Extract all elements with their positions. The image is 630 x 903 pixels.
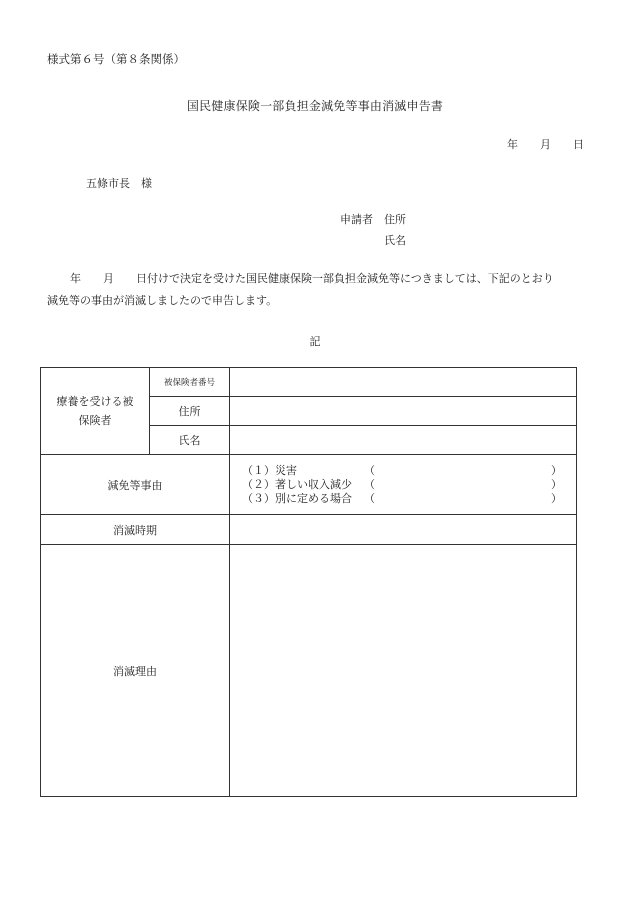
body-text-line-1: 年 月 日付けで決定を受けた国民健康保険一部負担金減免等につきましては、下記のとおり <box>70 272 554 285</box>
applicant-name-label: 氏名 <box>384 234 406 247</box>
address-label: 住所 <box>150 397 230 426</box>
ki-heading: 記 <box>309 335 321 348</box>
applicant-address-label: 申請者 住所 <box>340 213 406 226</box>
lapse-reason-field[interactable] <box>230 545 577 797</box>
lapse-reason-label: 消滅理由 <box>41 545 230 797</box>
option-disaster[interactable]: （１）災害 （ ） <box>242 463 562 477</box>
form-number: 様式第６号（第８条関係） <box>47 52 185 66</box>
addressee: 五條市長 様 <box>86 177 152 190</box>
insured-number-field[interactable] <box>230 368 577 397</box>
insured-number-label: 被保険者番号 <box>150 368 230 397</box>
month-label: 月 <box>540 138 551 151</box>
option-income-decrease[interactable]: （２）著しい収入減少 （ ） <box>242 477 562 491</box>
year-label: 年 <box>507 138 518 151</box>
reduction-reason-options <box>230 455 577 515</box>
document-title: 国民健康保険一部負担金減免等事由消滅申告書 <box>186 99 444 113</box>
address-field[interactable] <box>230 397 577 426</box>
name-field[interactable] <box>230 426 577 455</box>
body-text-line-2: 減免等の事由が消滅しましたので申告します。 <box>47 294 278 307</box>
lapse-time-field[interactable] <box>230 515 577 545</box>
name-label: 氏名 <box>150 426 230 455</box>
lapse-time-label: 消滅時期 <box>41 515 230 545</box>
date-line <box>507 136 584 152</box>
insured-group-label: 療養を受ける被保険者 <box>41 368 150 455</box>
application-table <box>40 367 577 797</box>
option-other-case[interactable]: （３）別に定める場合 （ ） <box>242 491 562 505</box>
day-label: 日 <box>573 138 584 151</box>
reduction-reason-label: 減免等事由 <box>41 455 230 515</box>
